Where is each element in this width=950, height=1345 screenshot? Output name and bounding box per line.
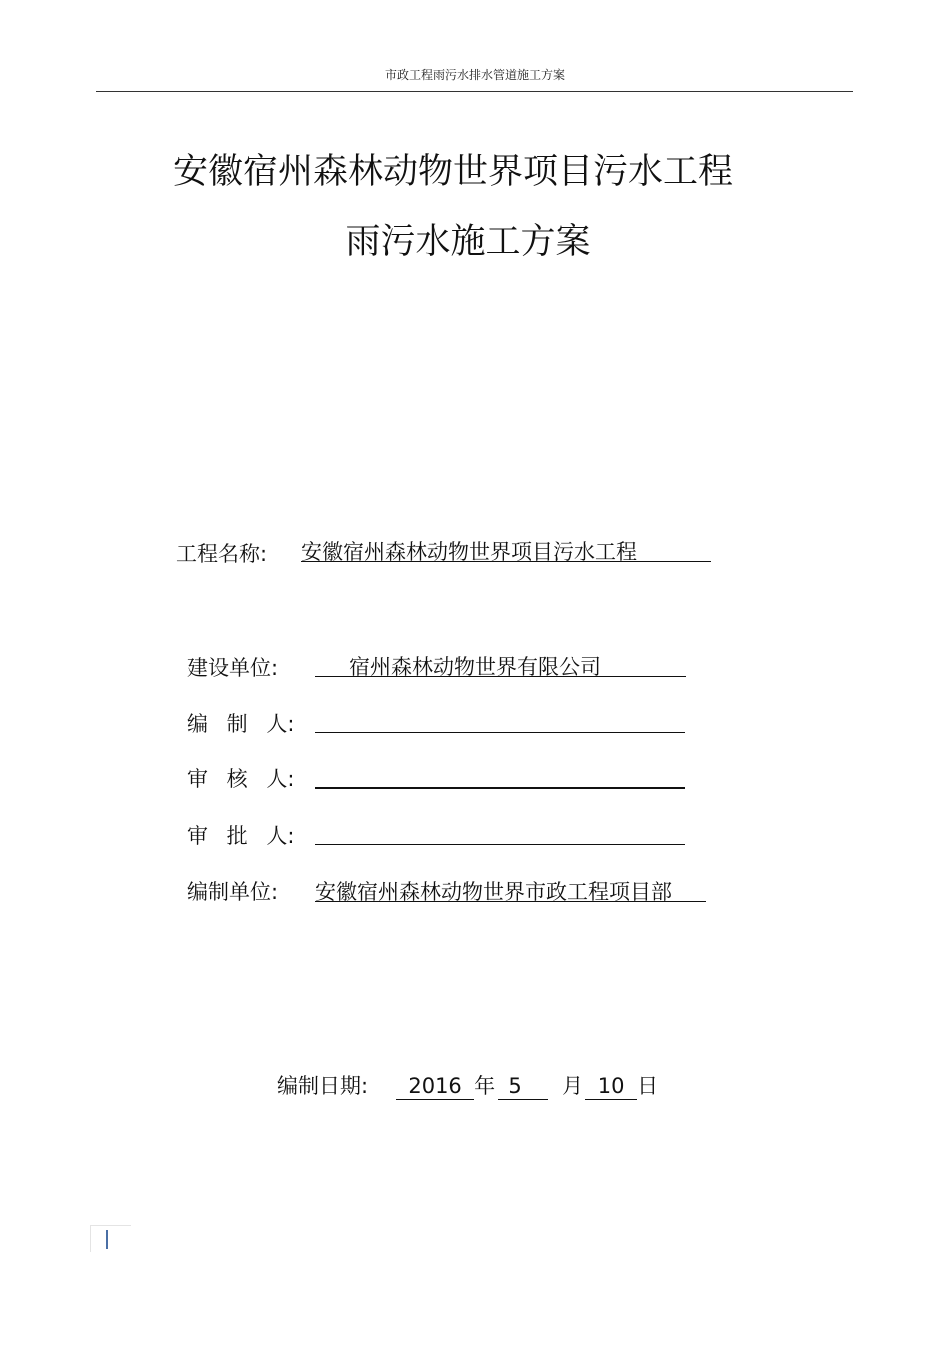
approver-label: 审 批 人: — [187, 824, 295, 848]
compiler-label: 编 制 人: — [187, 712, 295, 736]
header-rule — [96, 91, 853, 92]
compiling-unit-value: 安徽宿州森林动物世界市政工程项目部 — [315, 880, 672, 904]
date-day-value: 10 — [597, 1074, 625, 1098]
date-month-field — [498, 1074, 548, 1100]
document-title-line2: 雨污水施工方案 — [345, 222, 591, 262]
compiling-unit-label: 编制单位: — [187, 880, 279, 904]
builder-label: 建设单位: — [187, 656, 279, 680]
page-corner-mark — [90, 1225, 131, 1252]
project-name-field — [301, 536, 711, 562]
project-name-label: 工程名称: — [176, 542, 268, 566]
date-month-value: 5 — [508, 1074, 522, 1098]
project-name-value: 安徽宿州森林动物世界项目污水工程 — [301, 540, 637, 564]
compile-date-label: 编制日期: — [277, 1074, 369, 1098]
compile-date-row — [277, 1070, 658, 1100]
document-title-line1: 安徽宿州森林动物世界项目污水工程 — [172, 152, 733, 192]
running-header: 市政工程雨污水排水管道施工方案 — [384, 68, 565, 82]
compiling-unit-field — [315, 876, 706, 902]
date-day-field — [585, 1074, 637, 1100]
reviewer-field — [315, 763, 685, 789]
compiler-field — [315, 707, 685, 733]
date-year-field — [396, 1074, 474, 1100]
date-day-unit: 日 — [637, 1074, 659, 1098]
date-month-unit: 月 — [562, 1074, 584, 1098]
reviewer-label: 审 核 人: — [187, 767, 295, 791]
builder-field — [315, 651, 686, 677]
date-year-unit: 年 — [474, 1074, 496, 1098]
date-year-value: 2016 — [408, 1074, 462, 1098]
approver-field — [315, 819, 685, 845]
text-cursor-mark — [106, 1230, 108, 1249]
builder-value: 宿州森林动物世界有限公司 — [349, 655, 601, 679]
